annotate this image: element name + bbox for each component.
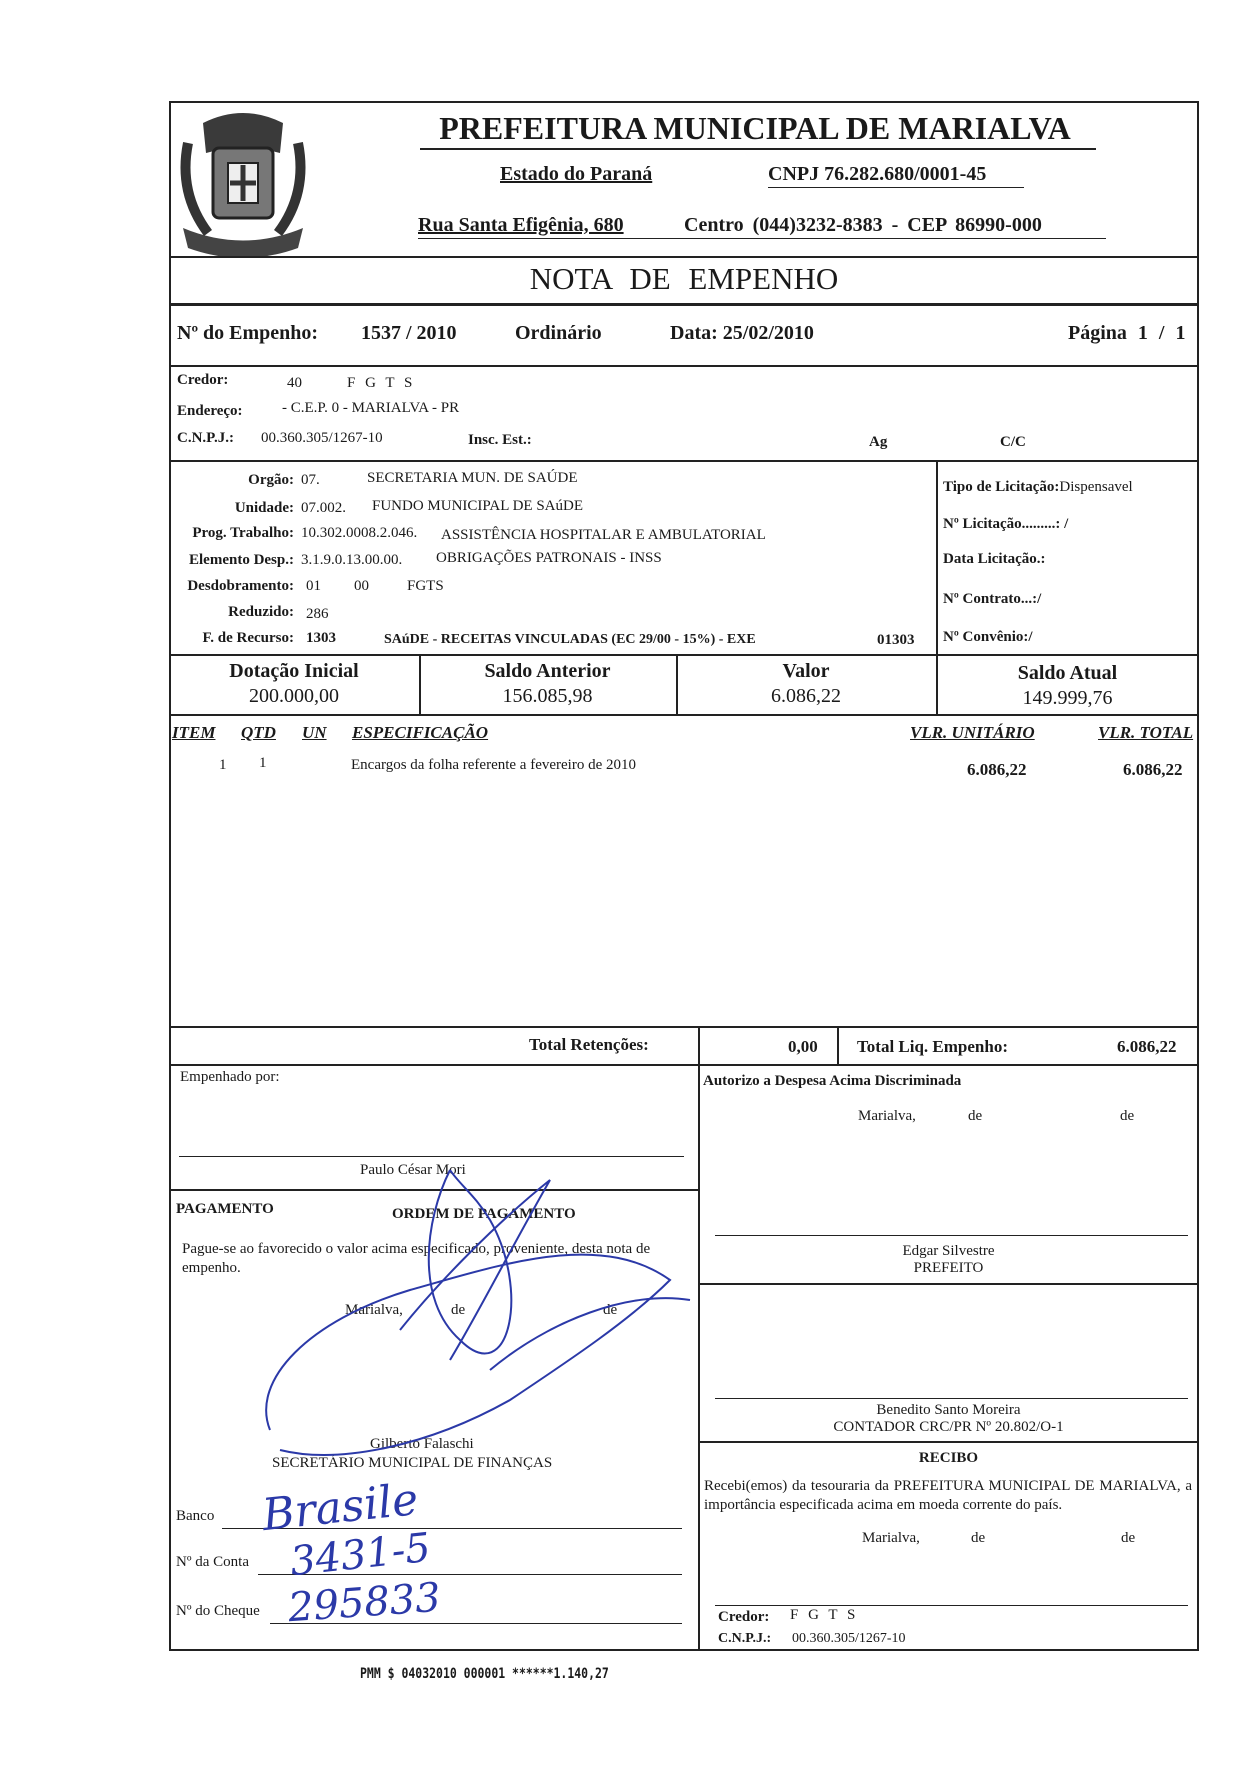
col-vlr-unitario: VLR. UNITÁRIO xyxy=(910,723,1035,742)
licitacao-contrato: Nº Contrato...:/ xyxy=(943,591,1042,607)
recibo-credor-value: F G T S xyxy=(790,1607,859,1623)
saldo-anterior-label: Saldo Anterior xyxy=(484,660,611,682)
recurso-code: 1303 xyxy=(306,630,336,646)
recurso-code2: 01303 xyxy=(877,632,915,648)
contador-name: Benedito Santo Moreira xyxy=(876,1402,1021,1418)
conta-label: Nº da Conta xyxy=(176,1554,249,1570)
desdobramento-label: Desdobramento: xyxy=(187,578,294,594)
right-de1: de xyxy=(968,1108,983,1124)
empenho-date: Data: 25/02/2010 xyxy=(670,322,814,344)
handwritten-signature xyxy=(250,1160,710,1480)
left-marialva: Marialva, xyxy=(345,1302,403,1318)
cc-label: C/C xyxy=(1000,434,1026,450)
credor-block-bottom xyxy=(169,460,1199,462)
endereco-value: - C.E.P. 0 - MARIALVA - PR xyxy=(282,400,460,416)
header-address-rest: Centro (044)3232-8383 - CEP 86990-000 xyxy=(684,214,1042,236)
unidade-label: Unidade: xyxy=(234,500,294,516)
empenho-row-bottom xyxy=(169,365,1199,367)
desdobramento-b: 00 xyxy=(354,578,369,594)
secretario-title: SECRETÁRIO MUNICIPAL DE FINANÇAS xyxy=(272,1455,553,1471)
orgao-label: Orgão: xyxy=(248,472,294,488)
autorizo-label: Autorizo a Despesa Acima Discriminada xyxy=(703,1073,962,1089)
header-address: Rua Santa Efigênia, 680 xyxy=(418,214,624,236)
licitacao-tipo-label: Tipo de Licitação: xyxy=(943,479,1060,495)
credor-cnpj-label: C.N.P.J.: xyxy=(177,430,234,446)
elemento-name: OBRIGAÇÕES PATRONAIS - INSS xyxy=(436,550,662,566)
recibo-marialva: Marialva, xyxy=(862,1530,920,1546)
recibo-cnpj-value: 00.360.305/1267-10 xyxy=(792,1631,906,1646)
row-total: 6.086,22 xyxy=(1123,760,1183,779)
header-title: PREFEITURA MUNICIPAL DE MARIALVA xyxy=(439,110,1071,146)
handwritten-conta: 3431-5 xyxy=(287,1524,433,1586)
col-especificacao: ESPECIFICAÇÃO xyxy=(352,723,489,742)
licitacao-tipo xyxy=(943,479,1133,496)
dotacao-divider xyxy=(936,460,938,654)
licitacao-numero: Nº Licitação.........: / xyxy=(943,516,1069,532)
empenhado-name: Paulo César Mori xyxy=(360,1162,466,1178)
cheque-label: Nº do Cheque xyxy=(176,1603,260,1619)
recibo-cnpj-label: C.N.P.J.: xyxy=(718,1631,772,1646)
totals-div2 xyxy=(837,1026,839,1064)
contador-title: CONTADOR CRC/PR Nº 20.802/O-1 xyxy=(833,1419,1064,1435)
valor-value: 6.086,22 xyxy=(771,685,841,707)
credor-code: 40 xyxy=(287,375,302,391)
desdobramento-name: FGTS xyxy=(407,578,444,594)
title-band-bottom xyxy=(169,303,1199,306)
recurso-name: SAúDE - RECEITAS VINCULADAS (EC 29/00 - 15%) - EXE xyxy=(384,632,756,647)
handwritten-banco: Brasile xyxy=(259,1473,421,1542)
saldo-atual-value: 149.999,76 xyxy=(1022,687,1113,709)
desdobramento-a: 01 xyxy=(306,578,321,594)
right-de2: de xyxy=(1120,1108,1135,1124)
pague-text: Pague-se ao favorecido o valor acima especificado, proveniente, desta nota de empenho. xyxy=(182,1241,651,1276)
saldos-top xyxy=(169,654,1199,656)
orgao-code: 07. xyxy=(301,472,320,488)
header-cnpj: CNPJ 76.282.680/0001-45 xyxy=(768,163,987,185)
header-cnpj-underline xyxy=(768,187,1024,188)
elemento-label: Elemento Desp.: xyxy=(189,552,294,568)
empenho-page: Página 1 / 1 xyxy=(1068,322,1186,344)
recibo-credor-label: Credor: xyxy=(718,1609,770,1625)
right-marialva: Marialva, xyxy=(858,1108,916,1124)
empenhado-line xyxy=(179,1156,684,1157)
credor-cnpj: 00.360.305/1267-10 xyxy=(261,430,383,446)
prefeito-block-bottom xyxy=(698,1283,1199,1285)
prog-label: Prog. Trabalho: xyxy=(192,525,294,541)
recibo-de2: de xyxy=(1121,1530,1136,1546)
recibo-de1: de xyxy=(971,1530,986,1546)
licitacao-convenio: Nº Convênio:/ xyxy=(943,629,1033,645)
handwritten-cheque: 295833 xyxy=(286,1574,443,1632)
dotacao-inicial-label: Dotação Inicial xyxy=(229,660,359,682)
prefeito-name: Edgar Silvestre xyxy=(902,1243,995,1259)
recurso-label: F. de Recurso: xyxy=(202,630,294,646)
row-unit: 6.086,22 xyxy=(967,760,1027,779)
title-band-top xyxy=(169,256,1199,258)
credor-label: Credor: xyxy=(177,372,229,388)
recibo-text: Recebi(emos) da tesouraria da PREFEITURA MUNICIPAL DE MARIALVA, a importância especificada acima em moeda corrente do país. xyxy=(704,1478,1192,1513)
insc-label: Insc. Est.: xyxy=(468,432,532,448)
retencoes-value: 0,00 xyxy=(788,1037,818,1056)
col-item: ITEM xyxy=(172,723,216,742)
orgao-name: SECRETARIA MUN. DE SAÚDE xyxy=(367,470,578,486)
retencoes-label: Total Retenções: xyxy=(529,1035,649,1054)
municipal-coat-of-arms xyxy=(168,103,318,263)
banco-label: Banco xyxy=(176,1508,215,1524)
empenhado-por: Empenhado por: xyxy=(180,1069,280,1085)
liq-value: 6.086,22 xyxy=(1117,1037,1177,1056)
footer-stamp: PMM $ 04032010 000001 ******1.140,27 xyxy=(360,1666,609,1682)
header-title-underline xyxy=(420,148,1096,150)
empenho-type: Ordinário xyxy=(515,322,602,344)
empenho-label: Nº do Empenho: xyxy=(177,322,319,344)
ordem-label: ORDEM DE PAGAMENTO xyxy=(392,1206,576,1222)
prefeito-line xyxy=(715,1235,1188,1236)
row-spec: Encargos da folha referente a fevereiro de 2010 xyxy=(351,757,636,773)
saldo-anterior-value: 156.085,98 xyxy=(502,685,593,707)
recibo-line xyxy=(715,1605,1188,1606)
secretario-name: Gilberto Falaschi xyxy=(370,1436,474,1452)
saldo-atual-label: Saldo Atual xyxy=(1017,662,1118,684)
unidade-name: FUNDO MUNICIPAL DE SAúDE xyxy=(372,498,583,514)
left-de1: de xyxy=(451,1302,466,1318)
col-vlr-total: VLR. TOTAL xyxy=(1098,723,1194,742)
contador-block-bottom xyxy=(698,1441,1199,1443)
prefeito-title: PREFEITO xyxy=(913,1260,984,1276)
row-item: 1 xyxy=(219,757,227,773)
prog-name: ASSISTÊNCIA HOSPITALAR E AMBULATORIAL xyxy=(441,527,766,543)
totals-top xyxy=(169,1026,1199,1028)
valor-label: Valor xyxy=(782,660,830,682)
pagamento-label: PAGAMENTO xyxy=(176,1201,274,1217)
row-qtd: 1 xyxy=(259,755,267,771)
saldos-bottom xyxy=(169,714,1199,716)
recibo-title: RECIBO xyxy=(918,1450,979,1466)
liq-label: Total Liq. Empenho: xyxy=(857,1037,1008,1056)
endereco-label: Endereço: xyxy=(177,403,243,419)
totals-div1 xyxy=(698,1026,700,1064)
doc-title: NOTA DE EMPENHO xyxy=(529,261,839,296)
left-de2: de xyxy=(603,1302,618,1318)
licitacao-data: Data Licitação.: xyxy=(943,551,1046,567)
col-qtd: QTD xyxy=(241,723,276,742)
unidade-code: 07.002. xyxy=(301,500,346,516)
licitacao-tipo-value: Dispensavel xyxy=(1059,479,1133,495)
totals-bottom xyxy=(169,1064,1199,1066)
reduzido-value: 286 xyxy=(306,606,329,622)
reduzido-label: Reduzido: xyxy=(228,604,294,620)
col-un: UN xyxy=(302,723,327,742)
contador-line xyxy=(715,1398,1188,1399)
prog-code: 10.302.0008.2.046. xyxy=(301,525,418,541)
elemento-code: 3.1.9.0.13.00.00. xyxy=(301,552,403,568)
header-address-underline xyxy=(418,238,1106,239)
dotacao-inicial-value: 200.000,00 xyxy=(249,685,339,707)
empenho-number: 1537 / 2010 xyxy=(361,322,457,344)
header-state: Estado do Paraná xyxy=(500,163,653,185)
credor-name: F G T S xyxy=(347,375,416,391)
ag-label: Ag xyxy=(869,434,888,450)
